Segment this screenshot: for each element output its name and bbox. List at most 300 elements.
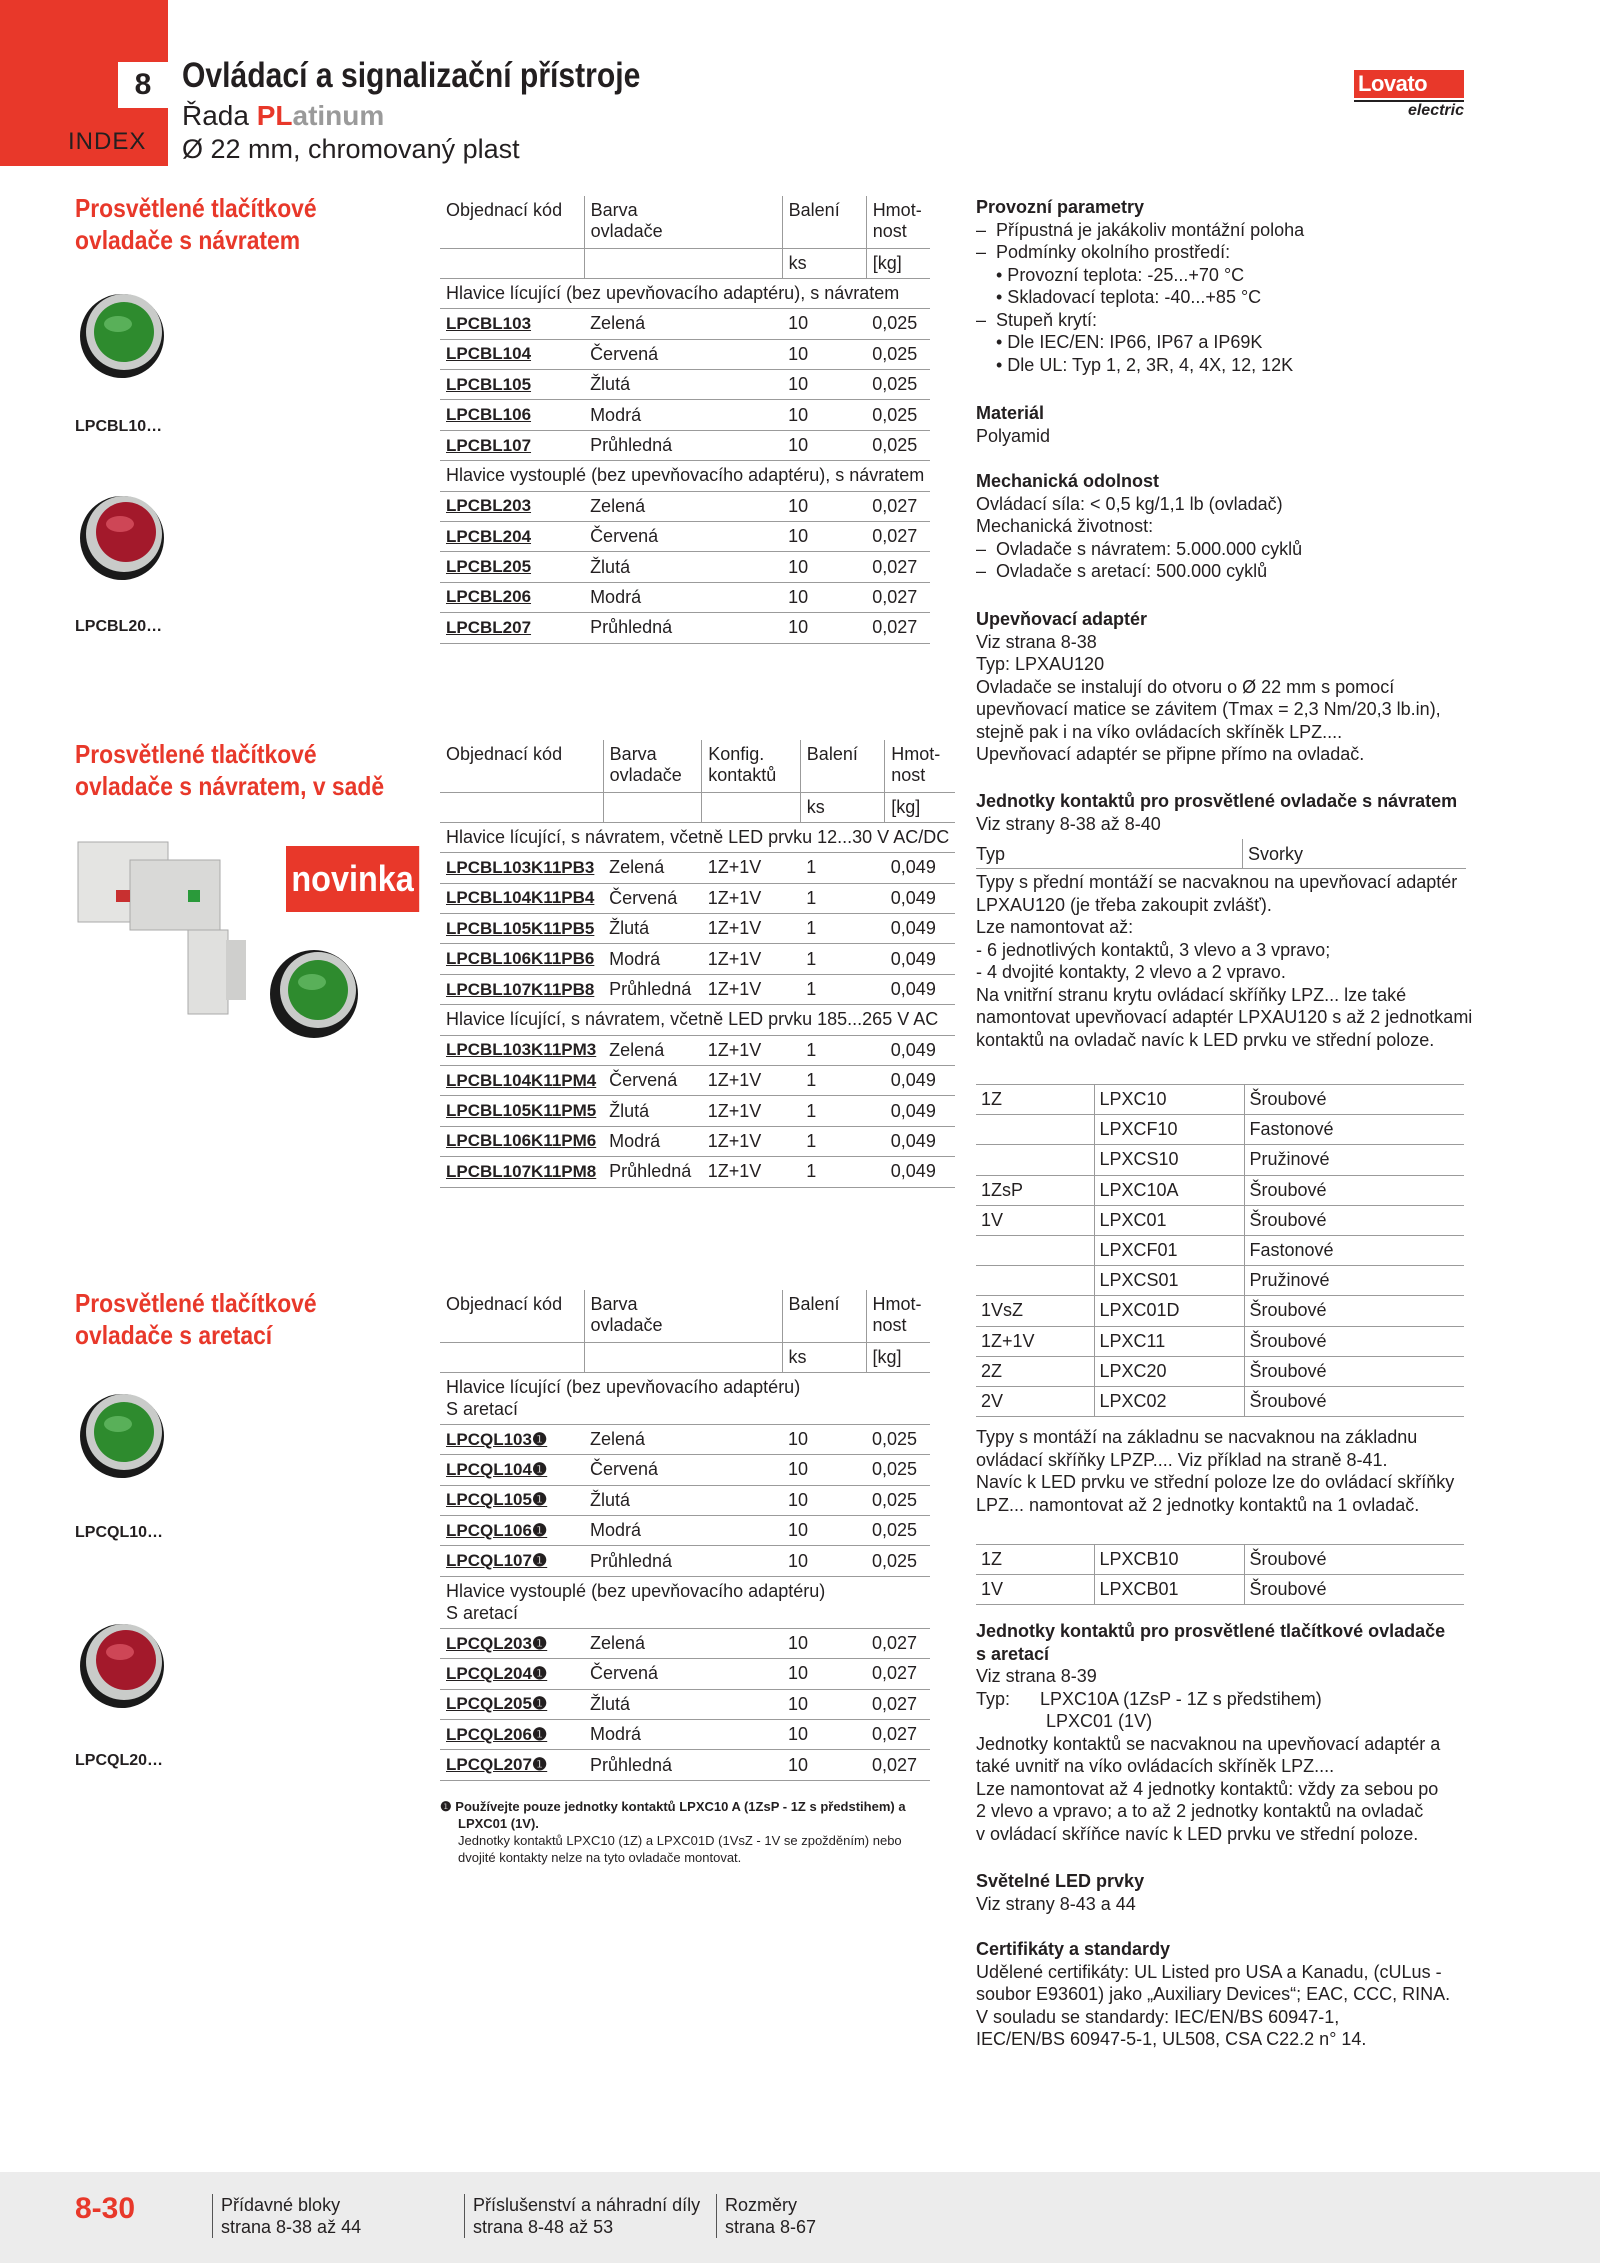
table-row xyxy=(440,552,930,582)
text-line: Viz strana 8-38 xyxy=(976,631,1097,652)
table-cell: Žlutá xyxy=(584,1485,782,1515)
order-code-cell: LPCQL203❶ xyxy=(440,1628,584,1658)
text-line: Na vnitřní stranu krytu ovládací skříňky LPZ... lze také xyxy=(976,984,1407,1005)
col-header-pack: Balení xyxy=(782,1290,866,1342)
text-line: - 4 dvojité kontakty, 2 vlevo a 2 vpravo. xyxy=(976,962,1286,982)
table-cell: LPXCF10 xyxy=(1094,1115,1244,1145)
text-line: Upevňovací adaptér se připne přímo na ovladač. xyxy=(976,744,1365,764)
table-cell: 1Z+1V xyxy=(976,1326,1094,1356)
text-line: 2 vlevo a vpravo; a to až 2 jednotky kontaktů na ovladač xyxy=(976,1801,1424,1821)
table-row xyxy=(976,1085,1464,1115)
table-cell: 1 xyxy=(800,1035,884,1065)
table-cell xyxy=(976,1235,1094,1265)
red-button-latching-image xyxy=(76,1616,168,1708)
table-cell xyxy=(976,1115,1094,1145)
order-code-cell: LPCBL107 xyxy=(440,430,584,460)
table-cell: Šroubové xyxy=(1244,1356,1464,1386)
table-row xyxy=(440,853,955,883)
table-cell: 1 xyxy=(800,853,884,883)
table-cell: 0,049 xyxy=(885,914,955,944)
table-cell: 0,025 xyxy=(866,1546,930,1576)
table-cell: 0,049 xyxy=(885,944,955,974)
table-cell: Modrá xyxy=(584,400,782,430)
table-row xyxy=(440,430,930,460)
table-cell: Šroubové xyxy=(1244,1296,1464,1326)
text-line: také uvnitř na víko ovládacích skříněk LPZ.... xyxy=(976,1756,1335,1776)
table-cell xyxy=(976,1145,1094,1175)
table-cell: LPXC10A xyxy=(1094,1175,1244,1205)
order-code-cell: LPCQL104❶ xyxy=(440,1455,584,1485)
order-code-cell: LPCQL105❶ xyxy=(440,1485,584,1515)
group-header: Hlavice vystouplé (bez upevňovacího adaptéru) S aretací xyxy=(440,1576,930,1628)
text-line: Typ: LPXAU120 xyxy=(976,654,1105,674)
text-line: – Ovladače s aretací: 500.000 cyklů xyxy=(976,561,1268,581)
table-cell: LPXCS10 xyxy=(1094,1145,1244,1175)
table-cell: Zelená xyxy=(603,1035,702,1065)
text-line: namontovat upevňovací adaptér LPXAU120 s až 2 jednotkami xyxy=(976,1007,1473,1027)
certificates-block: Certifikáty a standardy Udělené certifikáty: UL Listed pro USA a Kanadu, (cULus - soubor E93601) jako „Auxiliary Devices“; EAC, CCC, RINA. V souladu se standardy: IEC/EN/BS 60947-1, IEC/EN/BS 60947-5-1, UL508, CSA C22.2 n° 14. xyxy=(976,1938,1466,2051)
table-cell: 10 xyxy=(782,1455,866,1485)
table-cell: Šroubové xyxy=(1244,1575,1464,1605)
table-cell: 10 xyxy=(782,1485,866,1515)
page-title: Ovládací a signalizační přístroje xyxy=(182,56,641,95)
product-code-label: LPCBL20… xyxy=(75,618,163,635)
table-row xyxy=(440,1455,930,1485)
table-row xyxy=(976,1545,1464,1575)
table-cell: 10 xyxy=(782,491,866,521)
table-row xyxy=(440,1126,955,1156)
table-cell: 1Z+1V xyxy=(702,1126,801,1156)
green-button-flush-image xyxy=(76,286,168,378)
col-header-code: Objednací kód xyxy=(440,196,584,248)
table-cell: 1Z xyxy=(976,1545,1094,1575)
page-footer xyxy=(0,2172,1600,2263)
table-cell: 2Z xyxy=(976,1356,1094,1386)
col-header-color: Barva ovladače xyxy=(603,740,702,792)
text-line: v ovládací skříňce navíc k LED prvku ve střední poloze. xyxy=(976,1823,1419,1844)
table-cell: 1 xyxy=(800,1157,884,1187)
green-button-kit-image xyxy=(262,940,370,1040)
table-cell: 0,025 xyxy=(866,1516,930,1546)
table-cell: 1Z+1V xyxy=(702,914,801,944)
col-header-weight: Hmot- nost xyxy=(866,196,930,248)
table-cell: Fastonové xyxy=(1244,1115,1464,1145)
text-line: Lze namontovat až: xyxy=(976,917,1134,937)
table-row xyxy=(976,1205,1464,1235)
text-line: - 6 jednotlivých kontaktů, 3 vlevo a 3 vpravo; xyxy=(976,939,1331,960)
text-line: soubor E93601) jako „Auxiliary Devices“; EAC, CCC, RINA. xyxy=(976,1984,1451,2004)
col-header-code: Objednací kód xyxy=(440,740,603,792)
table-row xyxy=(440,1157,955,1187)
group-header: Hlavice lícující (bez upevňovacího adaptéru) S aretací xyxy=(440,1372,930,1424)
table-cell: Šroubové xyxy=(1244,1175,1464,1205)
table-cell: 10 xyxy=(782,339,866,369)
order-code-cell: LPCBL103K11PM3 xyxy=(440,1035,603,1065)
col-header-color: Barva ovladače xyxy=(584,1290,782,1342)
table-kit-with-led: Objednací kód Barva ovladače Konfig. kontaktů Balení Hmot- nost ks [kg] Hlavice lícující, s návratem, včetně LED prvku 12...30 V AC/DC LPCBL103K11PB3 Zelená 1Z+1V 1 0,049 LPCBL104K11PB4 Červená 1Z+1V 1 0,049 LPCBL105K11PB5 Žlutá 1Z+1V 1 0,049 LPCBL106K11PB6 Modrá 1Z+1V 1 0,049 LPCBL107K11PB8 Průhledná 1Z+1V 1 0,049 Hlavice lícující, s návratem, včetně LED prvku 185...265 V AC LPCBL103K11PM3 Zelená 1Z+1V 1 0,049 LPCBL104K11PM4 Červená 1Z+1V 1 0,049 LPCBL105K11PM5 Žlutá 1Z+1V 1 0,049 LPCBL106K11PM6 Modrá 1Z+1V 1 0,049 LPCBL107K11PM8 Průhledná 1Z+1V 1 0,049 xyxy=(440,740,955,1188)
table-cell: 1V xyxy=(976,1205,1094,1235)
table-cell: 0,027 xyxy=(866,1720,930,1750)
text-line: LPZ... namontovat až 2 jednotky kontaktů na 1 ovladač. xyxy=(976,1494,1420,1515)
table-row xyxy=(976,1145,1464,1175)
table-cell: 1 xyxy=(800,1126,884,1156)
text-line: Typy s přední montáží se nacvaknou na upevňovací adaptér xyxy=(976,872,1458,892)
order-code-cell: LPCBL103 xyxy=(440,309,584,339)
table-cell: Průhledná xyxy=(584,430,782,460)
contact-units-table xyxy=(976,1084,1464,1417)
table-cell: 1 xyxy=(800,1066,884,1096)
table-cell: 0,027 xyxy=(866,1750,930,1780)
series-brand-rest: atinum xyxy=(292,100,385,131)
product-code-label: LPCQL20… xyxy=(75,1752,164,1769)
text-line: Typy s montáží na základnu se nacvaknou na základnu xyxy=(976,1427,1418,1447)
contact-units-block: Jednotky kontaktů pro prosvětlené ovladače s návratem Viz strany 8-38 až 8-40 Typ Svorky Typy s přední montáží se nacvaknou na upevňovací adaptér LPXAU120 (je třeba zakoupit zvlášť). Lze namontovat až: - 6 jednotlivých kontaktů, 3 vlevo a 3 vpravo; - 4 dvojité kontakty, 2 vlevo a 2 vpravo. Na vnitřní stranu krytu ovládací skříňky LPZ... lze také namontovat upevňovací adaptér LPXAU120 s až 2 jednotkami kontaktů na ovladač navíc k LED prvku ve střední poloze. xyxy=(976,791,1473,1050)
table-cell: 10 xyxy=(782,522,866,552)
material-block: Materiál Polyamid xyxy=(976,403,1051,446)
table-cell: Zelená xyxy=(584,491,782,521)
table-cell: 0,027 xyxy=(866,522,930,552)
table-cell: 0,025 xyxy=(866,1424,930,1454)
text-line: Lze namontovat až 4 jednotky kontaktů: vždy za sebou po xyxy=(976,1778,1439,1799)
text-line: Typ: LPXC10A (1ZsP - 1Z s předstihem) xyxy=(976,1688,1322,1709)
table-cell: 10 xyxy=(782,1628,866,1658)
order-code-cell: LPCBL206 xyxy=(440,582,584,612)
table-cell: LPXCB01 xyxy=(1094,1575,1244,1605)
order-code-cell: LPCBL104K11PB4 xyxy=(440,883,603,913)
table-cell: 0,027 xyxy=(866,1659,930,1689)
table-cell: 10 xyxy=(782,552,866,582)
text-line: • Dle IEC/EN: IP66, IP67 a IP69K xyxy=(976,332,1263,352)
table-cell: Žlutá xyxy=(603,914,702,944)
series-line: Řada PLatinum xyxy=(182,100,385,131)
table-row xyxy=(440,1485,930,1515)
table-cell: Průhledná xyxy=(584,1750,782,1780)
table-row xyxy=(440,491,930,521)
table-row xyxy=(440,400,930,430)
table-row xyxy=(976,1266,1464,1296)
table-cell: 0,025 xyxy=(866,430,930,460)
table-cell: 1 xyxy=(800,914,884,944)
table-cell: 0,027 xyxy=(866,613,930,643)
table-cell: 10 xyxy=(782,430,866,460)
red-button-raised-image xyxy=(76,488,168,580)
group-header: Hlavice vystouplé (bez upevňovacího adaptéru), s návratem xyxy=(440,461,930,491)
series-brand-pl: PL xyxy=(256,100,293,131)
table-cell: 1V xyxy=(976,1575,1094,1605)
table-row xyxy=(440,1035,955,1065)
order-code-cell: LPCBL106K11PM6 xyxy=(440,1126,603,1156)
table-cell: Zelená xyxy=(584,1424,782,1454)
table-cell: Průhledná xyxy=(603,1157,702,1187)
table-row xyxy=(440,339,930,369)
order-code-cell: LPCBL204 xyxy=(440,522,584,552)
order-code-cell: LPCBL107K11PM8 xyxy=(440,1157,603,1187)
table-cell: Modrá xyxy=(584,582,782,612)
order-code-cell: LPCBL105 xyxy=(440,370,584,400)
order-code-cell: LPCQL106❶ xyxy=(440,1516,584,1546)
table-cell: 0,025 xyxy=(866,1485,930,1515)
table-row xyxy=(976,1386,1464,1416)
text-line: LPXC01 (1V) xyxy=(976,1711,1153,1731)
table-cell: 0,027 xyxy=(866,491,930,521)
col-header-color: Barva ovladače xyxy=(584,196,782,248)
table-row xyxy=(440,1066,955,1096)
table-cell: Zelená xyxy=(603,853,702,883)
order-code-cell: LPCBL106 xyxy=(440,400,584,430)
table-cell: 1 xyxy=(800,974,884,1004)
table-row xyxy=(440,370,930,400)
page-subtitle: Ø 22 mm, chromovaný plast xyxy=(182,134,520,164)
operating-params: Provozní parametry – Přípustná je jakákoliv montážní poloha – Podmínky okolního prostředí: • Provozní teplota: -25...+70 °C • Skladovací teplota: -40...+85 °C – Stupeň krytí: • Dle IEC/EN: IP66, IP67 a IP69K • Dle UL: Typ 1, 2, 3R, 4, 4X, 12, 12K xyxy=(976,196,1466,376)
table-cell: LPXC10 xyxy=(1094,1085,1244,1115)
table-row xyxy=(976,1356,1464,1386)
table-cell: Fastonové xyxy=(1244,1235,1464,1265)
table-row xyxy=(440,1720,930,1750)
table-cell: Pružinové xyxy=(1244,1145,1464,1175)
table-cell: Žlutá xyxy=(584,370,782,400)
order-code-cell: LPCBL207 xyxy=(440,613,584,643)
kit-contact-block-image xyxy=(76,830,276,1020)
table-cell: 1VsZ xyxy=(976,1296,1094,1326)
section-title-kit: Prosvětlené tlačítkové ovladače s návratem, v sadě xyxy=(75,739,385,801)
table-cell: LPXC01 xyxy=(1094,1205,1244,1235)
text-line: Ovladače se instalují do otvoru o Ø 22 mm s pomocí xyxy=(976,676,1395,697)
table-cell: 1Z+1V xyxy=(702,853,801,883)
text-line: • Provozní teplota: -25...+70 °C xyxy=(976,264,1245,285)
table-cell: Pružinové xyxy=(1244,1266,1464,1296)
text-line: LPXAU120 (je třeba zakoupit zvlášť). xyxy=(976,894,1272,915)
order-code-cell: LPCQL205❶ xyxy=(440,1689,584,1719)
product-code-label: LPCQL10… xyxy=(75,1524,164,1541)
table-cell: 1Z+1V xyxy=(702,1157,801,1187)
table-cell: 10 xyxy=(782,1689,866,1719)
col-header-weight: Hmot- nost xyxy=(866,1290,930,1342)
table-row xyxy=(440,613,930,643)
table-cell: 10 xyxy=(782,1546,866,1576)
text-line: – Podmínky okolního prostředí: xyxy=(976,242,1231,262)
text-line: IEC/EN/BS 60947-5-1, UL508, CSA C22.2 n° 14. xyxy=(976,2029,1367,2049)
order-code-cell: LPCQL204❶ xyxy=(440,1659,584,1689)
table-cell: 1Z+1V xyxy=(702,1035,801,1065)
table-cell: Šroubové xyxy=(1244,1085,1464,1115)
table-cell: 10 xyxy=(782,1720,866,1750)
table-cell: Šroubové xyxy=(1244,1545,1464,1575)
table-cell: 1ZsP xyxy=(976,1175,1094,1205)
col-header-pack: Balení xyxy=(800,740,884,792)
table-cell: 0,049 xyxy=(885,974,955,1004)
index-link[interactable]: INDEX xyxy=(68,128,147,155)
table-cell: 1 xyxy=(800,883,884,913)
table-cell: 10 xyxy=(782,309,866,339)
led-block: Světelné LED prvky Viz strany 8-43 a 44 xyxy=(976,1871,1145,1914)
footer-link-addon[interactable]: Přídavné bloky strana 8-38 až 44 xyxy=(212,2194,361,2238)
table-cell: 0,027 xyxy=(866,1689,930,1719)
table-cell: 0,027 xyxy=(866,552,930,582)
order-code-cell: LPCQL107❶ xyxy=(440,1546,584,1576)
text-line: Navíc k LED prvku ve střední poloze lze do ovládací skříňky xyxy=(976,1472,1455,1492)
table-cell: 10 xyxy=(782,613,866,643)
table-cell: 1Z+1V xyxy=(702,974,801,1004)
table-cell: Červená xyxy=(603,1066,702,1096)
table-cell: 0,025 xyxy=(866,309,930,339)
table-row xyxy=(976,1296,1464,1326)
text-line: ovládací skříňky LPZP.... Viz příklad na straně 8-41. xyxy=(976,1449,1388,1470)
table-cell: Červená xyxy=(584,1659,782,1689)
latching-contacts-block: Jednotky kontaktů pro prosvětlené tlačítkové ovladače s aretací Viz strana 8-39 Typ: LPXC10A (1ZsP - 1Z s předstihem) LPXC01 (1V) Jednotky kontaktů se nacvaknou na upevňovací adaptér a také uvnitř na víko ovládacích skříněk LPZ.... Lze namontovat až 4 jednotky kontaktů: vždy za sebou po 2 vlevo a vpravo; a to až 2 jednotky kontaktů na ovladač v ovládací skříňce navíc k LED prvku ve střední poloze. xyxy=(976,1620,1466,1845)
table-latching-heads: Objednací kód Barva ovladače Balení Hmot- nost ks [kg] Hlavice lícující (bez upevňovacího adaptéru) S aretací LPCQL103❶ Zelená 10 0,025 LPCQL104❶ Červená 10 0,025 LPCQL105❶ Žlutá 10 0,025 LPCQL106❶ Modrá 10 0,025 LPCQL107❶ Průhledná 10 0,025 Hlavice vystouplé (bez upevňovacího adaptéru) S aretací LPCQL203❶ Zelená 10 0,027 LPCQL204❶ Červená 10 0,027 LPCQL205❶ Žlutá 10 0,027 LPCQL206❶ Modrá 10 0,027 LPCQL207❶ Průhledná 10 0,027 xyxy=(440,1290,930,1781)
table-cell: 10 xyxy=(782,400,866,430)
text-line: • Dle UL: Typ 1, 2, 3R, 4, 4X, 12, 12K xyxy=(976,354,1294,375)
text-line: – Přípustná je jakákoliv montážní poloha xyxy=(976,219,1305,240)
table-cell: Zelená xyxy=(584,309,782,339)
table-cell: Žlutá xyxy=(584,552,782,582)
table-cell: LPXC02 xyxy=(1094,1386,1244,1416)
page-number: 8-30 xyxy=(75,2192,136,2225)
table-cell: LPXCF01 xyxy=(1094,1235,1244,1265)
table-row xyxy=(440,1516,930,1546)
table-cell: Žlutá xyxy=(584,1689,782,1719)
base-mount-text xyxy=(976,1426,1466,1516)
table-cell: 1Z+1V xyxy=(702,1066,801,1096)
order-code-cell: LPCBL105K11PM5 xyxy=(440,1096,603,1126)
order-code-cell: LPCBL205 xyxy=(440,552,584,582)
text-line: V souladu se standardy: IEC/EN/BS 60947-1, xyxy=(976,2006,1340,2027)
table-cell: 1 xyxy=(800,1096,884,1126)
order-code-cell: LPCBL104K11PM4 xyxy=(440,1066,603,1096)
group-header: Hlavice lícující, s návratem, včetně LED prvku 185...265 V AC xyxy=(440,1005,955,1035)
table-return-heads: Objednací kód Barva ovladače Balení Hmot- nost ks [kg] Hlavice lícující (bez upevňovacího adaptéru), s návratem LPCBL103 Zelená 10 0,025 LPCBL104 Červená 10 0,025 LPCBL105 Žlutá 10 0,025 LPCBL106 Modrá 10 0,025 LPCBL107 Průhledná 10 0,025 Hlavice vystouplé (bez upevňovacího adaptéru), s návratem LPCBL203 Zelená 10 0,027 LPCBL204 Červená 10 0,027 LPCBL205 Žlutá 10 0,027 LPCBL206 Modrá 10 0,027 LPCBL207 Průhledná 10 0,027 xyxy=(440,196,930,644)
table-cell: 0,025 xyxy=(866,370,930,400)
table-cell: LPXCS01 xyxy=(1094,1266,1244,1296)
table-row xyxy=(440,1689,930,1719)
table-cell: 0,025 xyxy=(866,400,930,430)
table-cell: 10 xyxy=(782,370,866,400)
order-code-cell: LPCBL105K11PB5 xyxy=(440,914,603,944)
group-header: Hlavice lícující (bez upevňovacího adaptéru), s návratem xyxy=(440,278,930,308)
text-line: stejně pak i na víko ovládacích skříněk LPZ.... xyxy=(976,721,1343,742)
table-row xyxy=(440,944,955,974)
text-line: upevňovací matice se závitem (Tmax = 2,3 Nm/20,3 lb.in), xyxy=(976,699,1441,719)
table-row xyxy=(976,1115,1464,1145)
order-code-cell: LPCBL104 xyxy=(440,339,584,369)
table-cell: Šroubové xyxy=(1244,1326,1464,1356)
table-cell: Červená xyxy=(584,1455,782,1485)
table-cell: 0,027 xyxy=(866,1628,930,1658)
table-row xyxy=(976,1326,1464,1356)
table-row xyxy=(440,1424,930,1454)
table-row xyxy=(440,1546,930,1576)
table-cell: 0,049 xyxy=(885,853,955,883)
text-line: Udělené certifikáty: UL Listed pro USA a Kanadu, (cULus - xyxy=(976,1961,1442,1982)
col-header-code: Objednací kód xyxy=(440,1290,584,1342)
text-line: Mechanická životnost: xyxy=(976,516,1154,536)
table-cell: 10 xyxy=(782,1516,866,1546)
table-cell: 0,025 xyxy=(866,1455,930,1485)
table-cell: Červená xyxy=(584,522,782,552)
col-header-weight: Hmot- nost xyxy=(885,740,955,792)
table-cell: 0,049 xyxy=(885,1096,955,1126)
table-cell: LPXC20 xyxy=(1094,1356,1244,1386)
text-line: – Stupeň krytí: xyxy=(976,309,1098,330)
table-cell: 2V xyxy=(976,1386,1094,1416)
table-cell: LPXC11 xyxy=(1094,1326,1244,1356)
footnote: ❶ Používejte pouze jednotky kontaktů LPXC10 A (1ZsP - 1Z s předstihem) a LPXC01 (1V). Jednotky kontaktů LPXC10 (1Z) a LPXC01D (1VsZ - 1V se zpožděním) nebo dvojité kontakty nelze na tyto ovladače montovat. xyxy=(440,1799,906,1865)
adapter-block: Upevňovací adaptér Viz strana 8-38 Typ: LPXAU120 Ovladače se instalují do otvoru o Ø 22 mm s pomocí upevňovací matice se závitem (Tmax = 2,3 Nm/20,3 lb.in), stejně pak i na víko ovládacích skříněk LPZ.... Upevňovací adaptér se připne přímo na ovladač. xyxy=(976,608,1466,766)
group-header: Hlavice lícující, s návratem, včetně LED prvku 12...30 V AC/DC xyxy=(440,822,955,852)
lovato-logo: Lovato electric xyxy=(1354,70,1464,120)
order-code-cell: LPCQL103❶ xyxy=(440,1424,584,1454)
mechanical-block: Mechanická odolnost Ovládací síla: < 0,5 kg/1,1 lb (ovladač) Mechanická životnost: – Ovladače s návratem: 5.000.000 cyklů – Ovladače s aretací: 500.000 cyklů xyxy=(976,470,1466,583)
table-row xyxy=(440,522,930,552)
section-title-return: Prosvětlené tlačítkové ovladače s návratem xyxy=(75,193,317,255)
table-cell: Průhledná xyxy=(603,974,702,1004)
table-cell: 10 xyxy=(782,582,866,612)
base-contact-table xyxy=(976,1544,1464,1605)
table-cell: LPXC01D xyxy=(1094,1296,1244,1326)
table-cell: Modrá xyxy=(584,1720,782,1750)
table-cell: Žlutá xyxy=(603,1096,702,1126)
footer-link-dimensions[interactable]: Rozměry strana 8-67 xyxy=(716,2194,816,2238)
table-cell: Průhledná xyxy=(584,613,782,643)
col-header-pack: Balení xyxy=(782,196,866,248)
table-cell: Zelená xyxy=(584,1628,782,1658)
text-line: Ovládací síla: < 0,5 kg/1,1 lb (ovladač) xyxy=(976,493,1283,514)
table-cell: 0,049 xyxy=(885,1126,955,1156)
table-cell: 0,027 xyxy=(866,582,930,612)
table-cell: 0,049 xyxy=(885,883,955,913)
text-line: Jednotky kontaktů se nacvaknou na upevňovací adaptér a xyxy=(976,1733,1441,1754)
table-cell: Šroubové xyxy=(1244,1386,1464,1416)
table-cell: Průhledná xyxy=(584,1546,782,1576)
table-cell: 0,025 xyxy=(866,339,930,369)
table-cell: Modrá xyxy=(603,1126,702,1156)
table-cell: 1 xyxy=(800,944,884,974)
order-code-cell: LPCQL206❶ xyxy=(440,1720,584,1750)
table-row xyxy=(440,309,930,339)
table-cell: 0,049 xyxy=(885,1035,955,1065)
chapter-number: 8 xyxy=(118,62,168,108)
table-row xyxy=(440,1628,930,1658)
table-cell: 10 xyxy=(782,1424,866,1454)
table-cell: 1Z xyxy=(976,1085,1094,1115)
table-row xyxy=(976,1575,1464,1605)
section-title-latching: Prosvětlené tlačítkové ovladače s aretací xyxy=(75,1288,317,1350)
order-code-cell: LPCBL107K11PB8 xyxy=(440,974,603,1004)
order-code-cell: LPCQL207❶ xyxy=(440,1750,584,1780)
order-code-cell: LPCBL103K11PB3 xyxy=(440,853,603,883)
green-button-latching-image xyxy=(76,1386,168,1478)
table-cell: LPXCB10 xyxy=(1094,1545,1244,1575)
footer-link-accessories[interactable]: Příslušenství a náhradní díly strana 8-48 až 53 xyxy=(464,2194,700,2238)
table-cell: Modrá xyxy=(603,944,702,974)
table-cell: Červená xyxy=(584,339,782,369)
table-cell: 10 xyxy=(782,1659,866,1689)
product-code-label: LPCBL10… xyxy=(75,418,163,435)
table-row xyxy=(440,1096,955,1126)
new-product-badge: novinka xyxy=(286,846,419,912)
table-cell: 1Z+1V xyxy=(702,944,801,974)
table-cell: Šroubové xyxy=(1244,1205,1464,1235)
text-line: • Skladovací teplota: -40...+85 °C xyxy=(976,287,1262,307)
table-cell: 10 xyxy=(782,1750,866,1780)
order-code-cell: LPCBL203 xyxy=(440,491,584,521)
table-cell xyxy=(976,1266,1094,1296)
table-cell: 1Z+1V xyxy=(702,883,801,913)
table-row xyxy=(976,1235,1464,1265)
table-row xyxy=(976,1175,1464,1205)
table-row xyxy=(440,914,955,944)
table-row xyxy=(440,883,955,913)
